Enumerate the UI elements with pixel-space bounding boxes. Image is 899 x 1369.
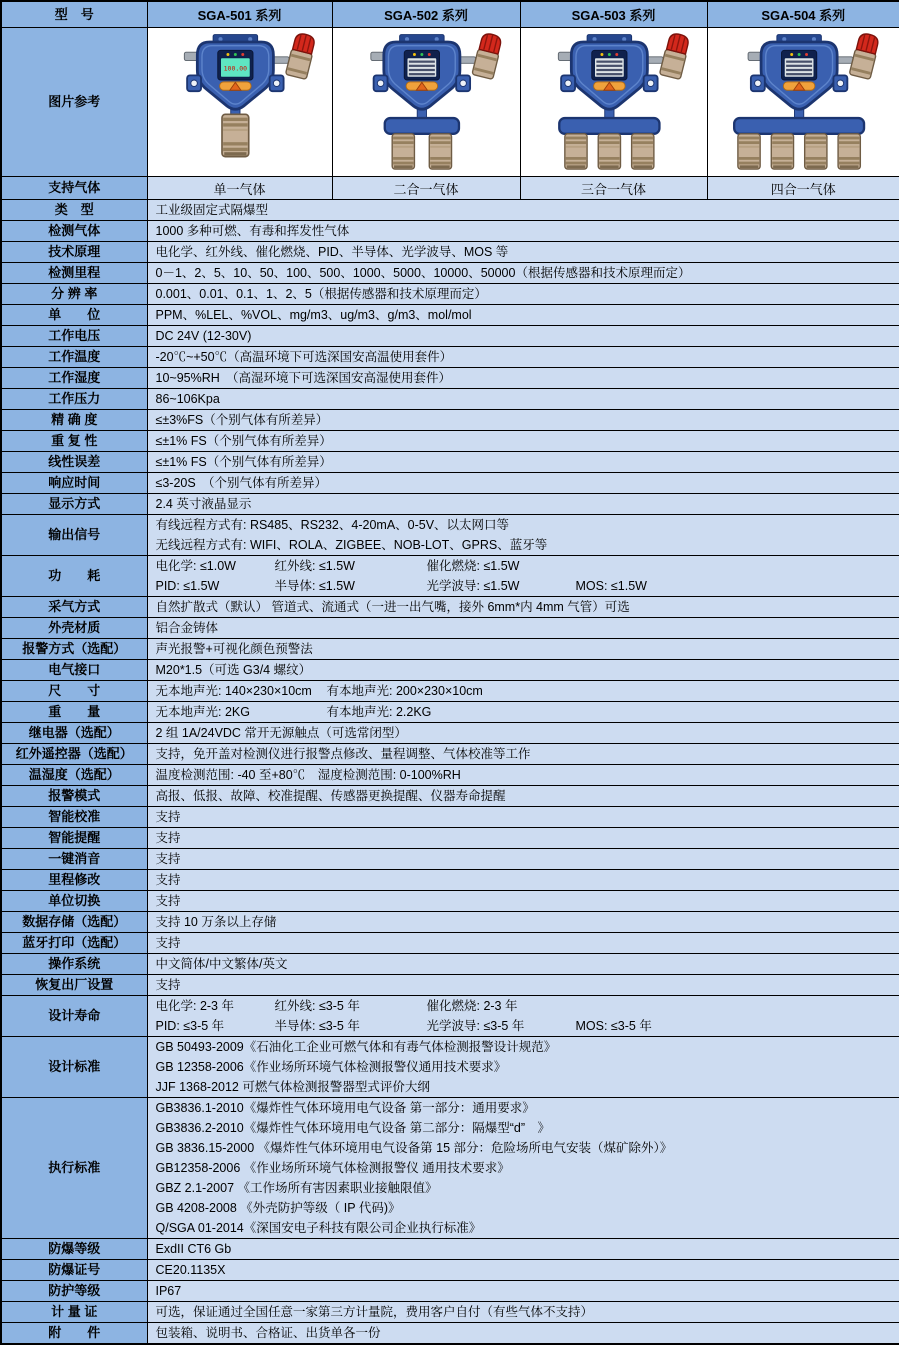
model-header-sga-503: SGA-503 系列 — [520, 1, 707, 28]
row-label: 技术原理 — [1, 242, 147, 263]
row-value: ≤±1% FS（个别气体有所差异） — [147, 452, 899, 473]
lcd-screen — [784, 58, 814, 77]
row-value: ExdII CT6 Gb — [147, 1239, 899, 1260]
value-line: GB 3836.15-2000 《爆炸性气体环境用电气设备第 15 部分：危险场所电气安装（煤矿除外）》 — [155, 1141, 673, 1155]
row-value: IP67 — [147, 1281, 899, 1302]
spec-row — [1, 828, 899, 849]
spec-row — [1, 681, 899, 702]
gas-type-value: 二合一气体 — [332, 177, 520, 200]
row-label: 检测气体 — [1, 221, 147, 242]
value-line — [156, 702, 892, 722]
product-image-sga-501 — [148, 29, 332, 170]
header-row — [1, 1, 899, 28]
row-value: 86~106Kpa — [147, 389, 899, 410]
value-line — [156, 996, 892, 1016]
value-segment — [576, 556, 892, 576]
value-segment: MOS: ≤1.5W — [575, 579, 647, 593]
value-line: GBZ 2.1-2007 《工作场所有害因素职业接触限值》 — [155, 1181, 438, 1195]
row-label: 智能校准 — [1, 807, 147, 828]
value-segment: 无本地声光: 2KG — [155, 705, 250, 719]
manifold — [734, 118, 864, 134]
row-value — [147, 1037, 899, 1098]
row-value: 支持 10 万条以上存储 — [147, 912, 899, 933]
row-value: 工业级固定式隔爆型 — [147, 200, 899, 221]
spec-row — [1, 786, 899, 807]
spec-row — [1, 744, 899, 765]
row-value: 1000 多种可燃、有毒和挥发性气体 — [147, 221, 899, 242]
spec-row — [1, 597, 899, 618]
row-label: 尺 寸 — [1, 681, 147, 702]
value-segment: 红外线: ≤1.5W — [274, 559, 355, 573]
spec-row — [1, 1098, 899, 1239]
row-label: 响应时间 — [1, 473, 147, 494]
row-value — [147, 681, 899, 702]
value-line: 有线远程方式有: RS485、RS232、4-20mA、0-5V、以太网口等 — [155, 518, 510, 532]
value-line: GB 12358-2006《作业场所环境气体检测报警仪通用技术要求》 — [155, 1060, 507, 1074]
product-image-sga-502 — [333, 29, 520, 170]
row-label: 报警模式 — [1, 786, 147, 807]
row-label: 设计寿命 — [1, 996, 147, 1037]
row-label: 防爆等级 — [1, 1239, 147, 1260]
row-label: 重 复 性 — [1, 431, 147, 452]
image-row — [1, 28, 899, 177]
spec-row — [1, 473, 899, 494]
product-image-sga-503 — [521, 29, 707, 170]
row-label: 恢复出厂设置 — [1, 975, 147, 996]
row-label: 类 型 — [1, 200, 147, 221]
row-label: 智能提醒 — [1, 828, 147, 849]
row-value: 高报、低报、故障、校准提醒、传感器更换提醒、仪器寿命提醒 — [147, 786, 899, 807]
row-label: 操作系统 — [1, 954, 147, 975]
row-value: M20*1.5（可选 G3/4 螺纹） — [147, 660, 899, 681]
row-value: 中文简体/中文繁体/英文 — [147, 954, 899, 975]
value-line: JJF 1368-2012 可燃气体检测报警器型式评价大纲 — [155, 1080, 430, 1094]
row-label: 报警方式（选配） — [1, 639, 147, 660]
row-value — [147, 515, 899, 556]
row-value: 包装箱、说明书、合格证、出货单各一份 — [147, 1323, 899, 1345]
model-header-sga-501: SGA-501 系列 — [147, 1, 332, 28]
row-value: 支持 — [147, 828, 899, 849]
value-segment: MOS: ≤3-5 年 — [575, 1019, 652, 1033]
model-header-sga-504: SGA-504 系列 — [707, 1, 899, 28]
spec-row — [1, 305, 899, 326]
row-value: 可选，保证通过全国任意一家第三方计量院，费用客户自付（有些气体不支持） — [147, 1302, 899, 1323]
gas-sensor-icon — [838, 134, 860, 169]
spec-row — [1, 389, 899, 410]
spec-row — [1, 765, 899, 786]
row-label: 红外遥控器（选配） — [1, 744, 147, 765]
spec-row — [1, 702, 899, 723]
row-value: ≤3-20S （个别气体有所差异） — [147, 473, 899, 494]
spec-row — [1, 660, 899, 681]
spec-row — [1, 1260, 899, 1281]
value-segment: 催化燃烧: ≤1.5W — [426, 559, 520, 573]
value-line — [156, 681, 892, 701]
spec-row — [1, 618, 899, 639]
value-segment: PID: ≤1.5W — [155, 579, 220, 593]
value-segment: 有本地声光: 2.2KG — [326, 705, 432, 719]
spec-row — [1, 954, 899, 975]
lcd-screen — [594, 58, 624, 77]
spec-row — [1, 1323, 899, 1345]
row-value: 支持 — [147, 807, 899, 828]
product-cell — [707, 28, 899, 177]
row-value: 10~95%RH （高湿环境下可选深国安高湿使用套件） — [147, 368, 899, 389]
lcd-reading: 100.00 — [223, 64, 247, 73]
lcd-screen — [407, 58, 437, 77]
row-label: 显示方式 — [1, 494, 147, 515]
row-label: 工作湿度 — [1, 368, 147, 389]
value-line: Q/SGA 01-2014《深国安电子科技有限公司企业执行标准》 — [155, 1221, 482, 1235]
gas-sensor-icon — [598, 134, 620, 169]
spec-row — [1, 1281, 899, 1302]
spec-row — [1, 891, 899, 912]
row-value: ≤±1% FS（个别气体有所差异） — [147, 431, 899, 452]
row-label: 电气接口 — [1, 660, 147, 681]
value-line: GB12358-2006 《作业场所环境气体检测报警仪 通用技术要求》 — [155, 1161, 510, 1175]
product-cell — [520, 28, 707, 177]
row-value: 声光报警+可视化颜色预警法 — [147, 639, 899, 660]
spec-row — [1, 1037, 899, 1098]
gas-sensor-icon — [564, 134, 586, 169]
row-label: 检测里程 — [1, 263, 147, 284]
value-line: GB 50493-2009《石油化工企业可燃气体和有毒气体检测报警设计规范》 — [155, 1040, 557, 1054]
row-label: 防护等级 — [1, 1281, 147, 1302]
row-label: 采气方式 — [1, 597, 147, 618]
value-segment: 电化学: 2-3 年 — [155, 999, 234, 1013]
row-label: 执行标准 — [1, 1098, 147, 1239]
spec-row — [1, 556, 899, 597]
spec-row — [1, 1239, 899, 1260]
row-label: 防爆证号 — [1, 1260, 147, 1281]
row-value: DC 24V (12-30V) — [147, 326, 899, 347]
gas-sensor-icon — [737, 134, 759, 169]
row-value: 支持 — [147, 849, 899, 870]
value-segment: 半导体: ≤1.5W — [274, 579, 355, 593]
spec-row — [1, 1302, 899, 1323]
row-value: 支持，免开盖对检测仪进行报警点修改、量程调整、气体校准等工作 — [147, 744, 899, 765]
value-segment: 催化燃烧: 2-3 年 — [426, 999, 518, 1013]
spec-row — [1, 639, 899, 660]
value-line — [156, 1016, 892, 1036]
spec-row — [1, 452, 899, 473]
value-segment: 电化学: ≤1.0W — [155, 559, 236, 573]
row-value — [147, 996, 899, 1037]
value-segment: 有本地声光: 200×230×10cm — [326, 684, 483, 698]
row-label: 温湿度（选配） — [1, 765, 147, 786]
row-label: 附 件 — [1, 1323, 147, 1345]
spec-row — [1, 515, 899, 556]
row-value: 温度检测范围: -40 至+80℃ 湿度检测范围: 0-100%RH — [147, 765, 899, 786]
row-label: 里程修改 — [1, 870, 147, 891]
row-value: CE20.1135X — [147, 1260, 899, 1281]
row-value: 铝合金铸体 — [147, 618, 899, 639]
row-label: 功 耗 — [1, 556, 147, 597]
row-label: 线性误差 — [1, 452, 147, 473]
spec-row — [1, 723, 899, 744]
row-value — [147, 702, 899, 723]
value-segment: 无本地声光: 140×230×10cm — [155, 684, 312, 698]
spec-row — [1, 912, 899, 933]
spec-row — [1, 263, 899, 284]
row-value: 支持 — [147, 891, 899, 912]
spec-row — [1, 975, 899, 996]
row-label: 图片参考 — [1, 28, 147, 177]
row-value: 0.001、0.01、0.1、1、2、5（根据传感器和技术原理而定） — [147, 284, 899, 305]
row-value: -20℃~+50℃（高温环境下可选深国安高温使用套件） — [147, 347, 899, 368]
manifold — [559, 118, 659, 134]
row-label: 工作压力 — [1, 389, 147, 410]
spec-row — [1, 200, 899, 221]
value-line: GB3836.1-2010《爆炸性气体环境用电气设备 第一部分：通用要求》 — [155, 1101, 535, 1115]
row-label: 设计标准 — [1, 1037, 147, 1098]
gas-sensor-icon — [429, 134, 451, 169]
row-label: 单位切换 — [1, 891, 147, 912]
value-segment: 光学波导: ≤3-5 年 — [426, 1019, 525, 1033]
row-label: 计 量 证 — [1, 1302, 147, 1323]
spec-row — [1, 242, 899, 263]
product-cell — [332, 28, 520, 177]
value-segment: 光学波导: ≤1.5W — [426, 579, 520, 593]
spec-row — [1, 933, 899, 954]
spec-row — [1, 494, 899, 515]
row-label: 蓝牙打印（选配） — [1, 933, 147, 954]
spec-row — [1, 807, 899, 828]
row-value: ≤±3%FS（个别气体有所差异） — [147, 410, 899, 431]
row-label: 型 号 — [1, 1, 147, 28]
manifold — [384, 118, 458, 134]
value-line: GB 4208-2008 《外壳防护等级（ IP 代码)》 — [155, 1201, 401, 1215]
gas-type-value: 三合一气体 — [520, 177, 707, 200]
row-value: 支持 — [147, 870, 899, 891]
row-value: 自然扩散式（默认） 管道式、流通式（一进一出气嘴，接外 6mm*内 4mm 气管）可选 — [147, 597, 899, 618]
spec-row — [1, 368, 899, 389]
spec-row — [1, 431, 899, 452]
row-label: 输出信号 — [1, 515, 147, 556]
row-label: 单 位 — [1, 305, 147, 326]
row-value — [147, 1098, 899, 1239]
row-value: 支持 — [147, 933, 899, 954]
row-label: 分 辨 率 — [1, 284, 147, 305]
row-value: 2 组 1A/24VDC 常开无源触点（可选常闭型） — [147, 723, 899, 744]
row-label: 继电器（选配） — [1, 723, 147, 744]
row-value: 2.4 英寸液晶显示 — [147, 494, 899, 515]
product-image-sga-504 — [708, 29, 899, 170]
value-segment — [576, 996, 892, 1016]
value-segment: PID: ≤3-5 年 — [155, 1019, 225, 1033]
gas-sensor-icon — [631, 134, 653, 169]
row-label: 一键消音 — [1, 849, 147, 870]
gas-sensor-icon — [771, 134, 793, 169]
gas-type-row — [1, 177, 899, 200]
gas-sensor-icon — [222, 114, 249, 156]
gas-type-value: 单一气体 — [147, 177, 332, 200]
spec-row — [1, 221, 899, 242]
value-segment: 红外线: ≤3-5 年 — [274, 999, 360, 1013]
row-label: 支持气体 — [1, 177, 147, 200]
row-label: 精 确 度 — [1, 410, 147, 431]
row-label: 外壳材质 — [1, 618, 147, 639]
row-value — [147, 556, 899, 597]
gas-sensor-icon — [392, 134, 414, 169]
spec-row — [1, 849, 899, 870]
value-line — [156, 576, 892, 596]
row-label: 工作电压 — [1, 326, 147, 347]
row-value: 电化学、红外线、催化燃烧、PID、半导体、光学波导、MOS 等 — [147, 242, 899, 263]
spec-row — [1, 410, 899, 431]
spec-row — [1, 870, 899, 891]
gas-type-value: 四合一气体 — [707, 177, 899, 200]
spec-row — [1, 284, 899, 305]
spec-row — [1, 347, 899, 368]
row-value: 支持 — [147, 975, 899, 996]
value-line: GB3836.2-2010《爆炸性气体环境用电气设备 第二部分：隔爆型“d” 》 — [155, 1121, 551, 1135]
spec-row — [1, 996, 899, 1037]
value-segment: 半导体: ≤3-5 年 — [274, 1019, 360, 1033]
value-line: 无线远程方式有: WIFI、ROLA、ZIGBEE、NOB-LOT、GPRS、蓝牙等 — [155, 538, 548, 552]
model-header-sga-502: SGA-502 系列 — [332, 1, 520, 28]
row-value: PPM、%LEL、%VOL、mg/m3、ug/m3、g/m3、mol/mol — [147, 305, 899, 326]
row-label: 重 量 — [1, 702, 147, 723]
spec-row — [1, 326, 899, 347]
gas-sensor-icon — [804, 134, 826, 169]
value-line — [156, 556, 892, 576]
row-label: 数据存储（选配） — [1, 912, 147, 933]
product-cell — [147, 28, 332, 177]
row-value: 0－1、2、5、10、50、100、500、1000、5000、10000、50000（根据传感器和技术原理而定） — [147, 263, 899, 284]
row-label: 工作温度 — [1, 347, 147, 368]
